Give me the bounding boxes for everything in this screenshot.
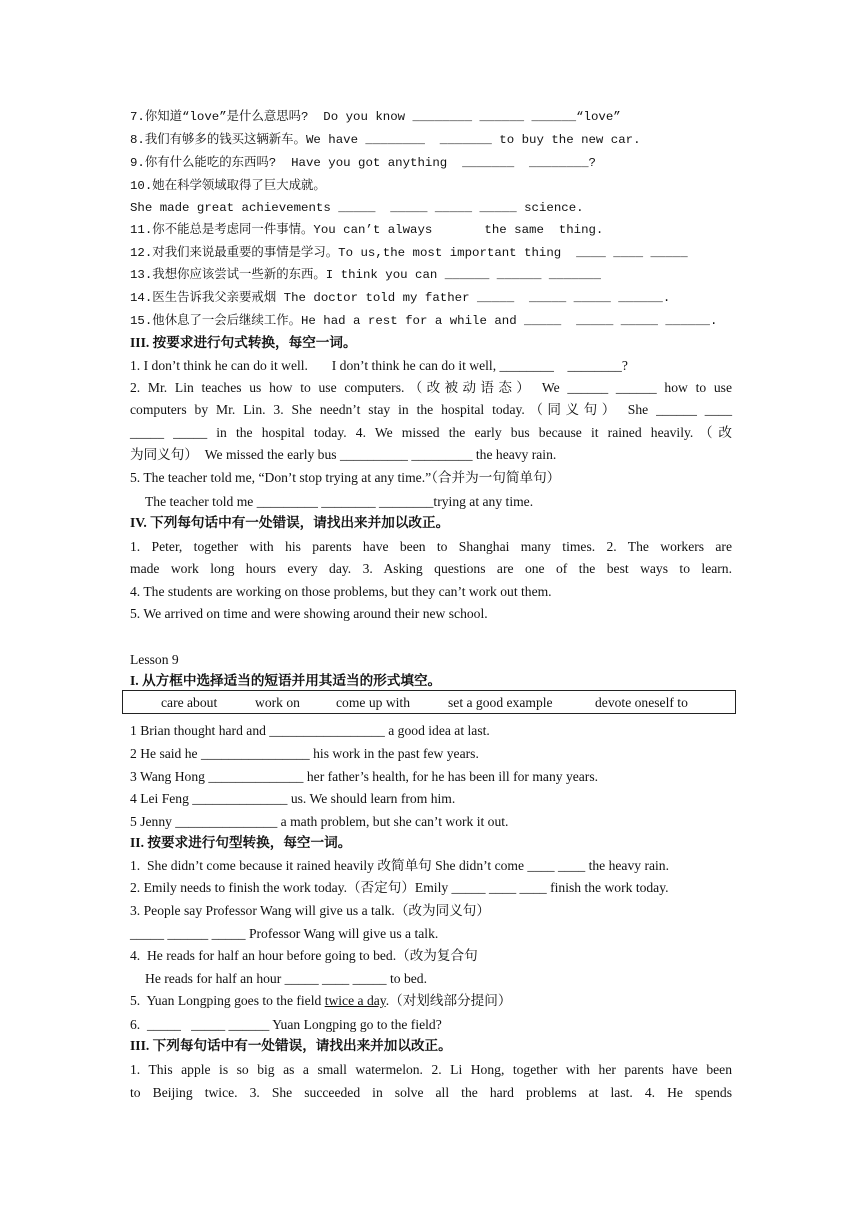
item-12: 12.对我们来说最重要的事情是学习。To us,the most important thing ____ ____ _____ [130,246,688,260]
sec3-q2-line1: 2. Mr. Lin teaches us how to use computers.（改被动语态） We ______ ______ how to use [130,380,732,395]
sec3-q5-answer: The teacher told me _________ ________ ________trying at any time. [145,494,534,509]
l9-e2: to Beijing twice. 3. She succeeded in solve all the hard problems at last. 4. He spends [130,1085,732,1100]
l9-s2: 2. Emily needs to finish the work today.（否定句）Emily _____ ____ ____ finish the work today. [130,880,669,895]
item-7: 7.你知道“love”是什么意思吗? Do you know ________ ______ ______“love” [130,110,621,124]
phrase-item: devote oneself to [595,695,688,710]
phrase-item: set a good example [448,695,553,710]
l9-s4: 4. He reads for half an hour before going to bed.（改为复合句 [130,948,478,963]
l9-s6: 6. _____ _____ ______ Yuan Longping go to the field? [130,1017,442,1032]
sec3-q2-line3: _____ _____ in the hospital today. 4. We missed the early bus because it rained heavily.（改 [130,425,732,440]
l9-s5-post: .（对划线部分提问） [385,993,512,1008]
sec4-line4: 5. We arrived on time and were showing around their new school. [130,606,488,621]
phrase-box [122,690,736,714]
l9-s1: 1. She didn’t come because it rained heavily 改简单句 She didn’t come ____ ____ the heavy rain. [130,858,669,873]
sec3-q1: 1. I don’t think he can do it well. I don’t think he can do it well, ________ ________? [130,358,628,373]
l9-q3: 3 Wang Hong ______________ her father’s health, for he has been ill for many years. [130,769,599,784]
item-15: 15.他休息了一会后继续工作。He had a rest for a while and _____ _____ _____ ______. [130,314,718,328]
l9-q5: 5 Jenny _______________ a math problem, but she can’t work it out. [130,814,509,829]
item-10: 10.她在科学领域取得了巨大成就。 [130,179,326,193]
l9-s5-underlined: twice a day [324,993,386,1008]
l9-s3-answer: _____ ______ _____ Professor Wang will give us a talk. [130,926,439,941]
l9-s5-pre: 5. Yuan Longping goes to the field [130,993,325,1008]
item-14: 14.医生告诉我父亲要戒烟 The doctor told my father _____ _____ _____ ______. [130,291,671,305]
sec4-line2: made work long hours every day. 3. Asking questions are one of the best ways to learn. [130,561,732,576]
item-11: 11.你不能总是考虑同一件事情。You can’t always the same thing. [130,223,604,237]
l9-e1: 1. This apple is so big as a small watermelon. 2. Li Hong, together with her parents have been [130,1062,732,1077]
l9-s3: 3. People say Professor Wang will give us a talk.（改为同义句） [130,903,490,918]
l9-s5 [130,992,511,1010]
sec3-q5: 5. The teacher told me, “Don’t stop trying at any time.”（合并为一句简单句） [130,470,561,485]
sec3-q2-line4: 为同义句） We missed the early bus __________ _________ the heavy rain. [130,447,557,462]
l9-q4: 4 Lei Feng ______________ us. We should learn from him. [130,791,456,806]
item-9: 9.你有什么能吃的东西吗? Have you got anything _______ ________? [130,156,596,170]
lesson9-section-2-heading: II. 按要求进行句型转换，每空一词。 [130,835,352,850]
l9-q1: 1 Brian thought hard and _________________ a good idea at last. [130,723,490,738]
section-4-heading: IV. 下列每句话中有一处错误，请找出来并加以改正。 [130,515,450,530]
l9-s4-answer: He reads for half an hour _____ ____ _____ to bed. [145,971,428,986]
sec4-line3: 4. The students are working on those problems, but they can’t work out them. [130,584,552,599]
item-10-english: She made great achievements _____ _____ _____ _____ science. [130,201,584,215]
lesson9-section-3-heading: III. 下列每句话中有一处错误，请找出来并加以改正。 [130,1038,452,1053]
sec3-q2-line2: computers by Mr. Lin. 3. She needn’t stay in the hospital today.（同义句） She ______ ____ [130,402,732,417]
phrase-item: come up with [336,695,410,710]
phrase-item: care about [161,695,218,710]
sec4-line1: 1. Peter, together with his parents have been to Shanghai many times. 2. The workers are [130,539,732,554]
item-13: 13.我想你应该尝试一些新的东西。I think you can ______ ______ _______ [130,268,601,282]
item-8: 8.我们有够多的钱买这辆新车。We have ________ _______ to buy the new car. [130,133,641,147]
phrase-item: work on [255,695,300,710]
lesson-title: Lesson 9 [130,652,179,667]
section-3-heading: III. 按要求进行句式转换，每空一词。 [130,335,357,350]
l9-q2: 2 He said he ________________ his work in the past few years. [130,746,479,761]
lesson9-section-1-heading: I. 从方框中选择适当的短语并用其适当的形式填空。 [130,673,442,688]
